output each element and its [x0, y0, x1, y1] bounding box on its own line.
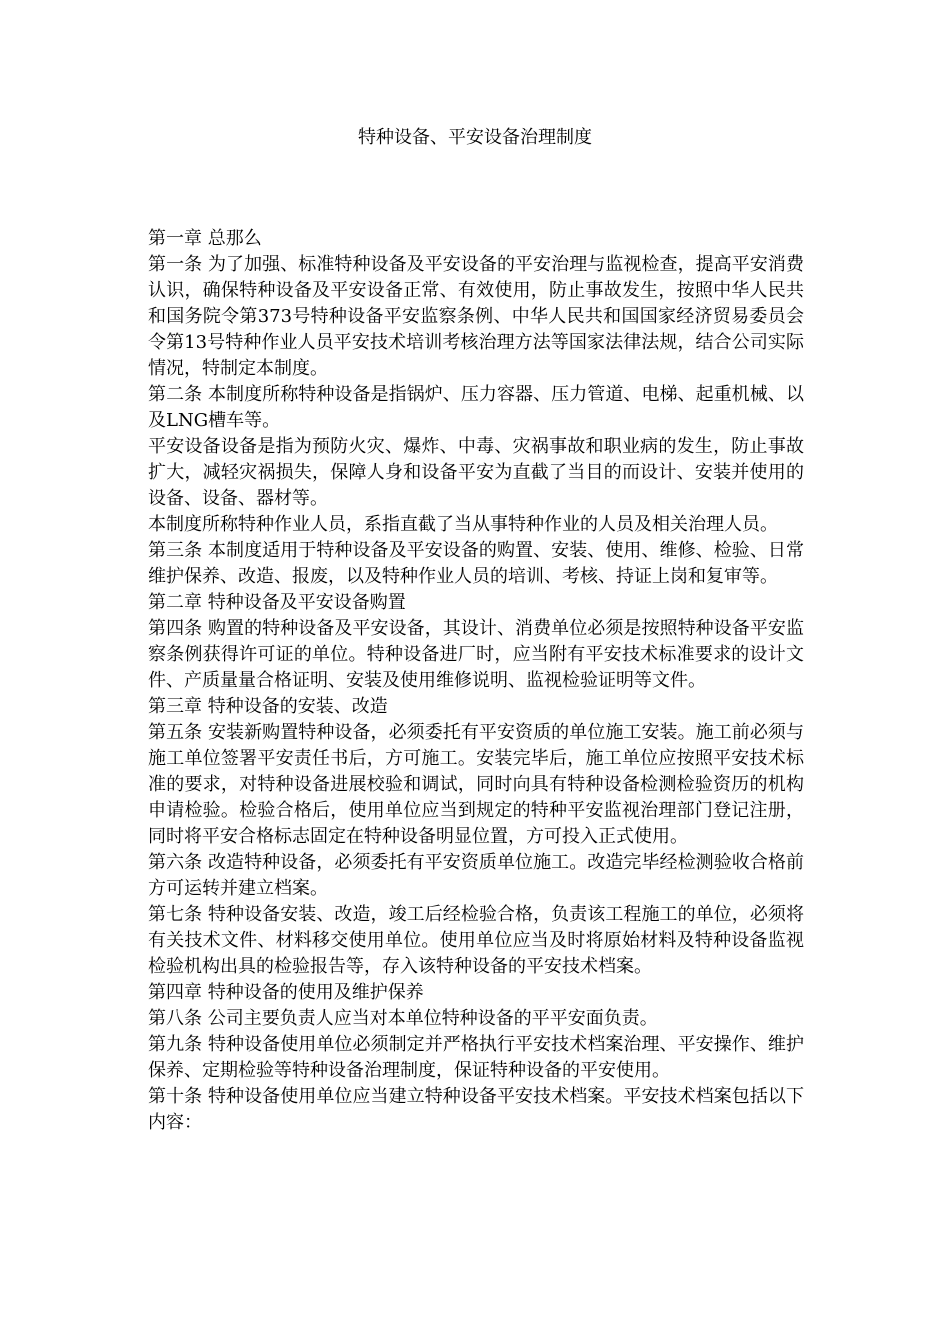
article-paragraph: 第三条 本制度适用于特种设备及平安设备的购置、安装、使用、维修、检验、日常维护保养、改造、报废，以及特种作业人员的培训、考核、持证上岗和复审等。	[148, 540, 804, 587]
article-paragraph: 平安设备设备是指为预防火灾、爆炸、中毒、灾祸事故和职业病的发生，防止事故扩大，减轻灾祸损失，保障人身和设备平安为直截了当目的而设计、安装并使用的设备、设备、器材等。	[148, 436, 804, 509]
article-paragraph: 第九条 特种设备使用单位必须制定并严格执行平安技术档案治理、平安操作、维护保养、定期检验等特种设备治理制度，保证特种设备的平安使用。	[148, 1034, 804, 1081]
document-title: 特种设备、平安设备治理制度	[358, 127, 592, 148]
chapter-heading: 第四章 特种设备的使用及维护保养	[148, 982, 424, 1003]
article-paragraph: 第一条 为了加强、标准特种设备及平安设备的平安治理与监视检查，提高平安消费认识，确保特种设备及平安设备正常、有效使用，防止事故发生，按照中华人民共和国务院令第373号特种设备平安监察条例、中华人民共和国国家经济贸易委员会令第13号特种作业人员平安技术培训考核治理方法等国家法律法规，结合公司实际情况，特制定本制度。	[148, 254, 804, 379]
article-paragraph: 第七条 特种设备安装、改造，竣工后经检验合格，负责该工程施工的单位，必须将有关技术文件、材料移交使用单位。使用单位应当及时将原始材料及特种设备监视检验机构出具的检验报告等，存入该特种设备的平安技术档案。	[148, 904, 804, 977]
article-paragraph: 第二条 本制度所称特种设备是指锅炉、压力容器、压力管道、电梯、起重机械、以及LNG槽车等。	[148, 384, 804, 431]
chapter-heading: 第二章 特种设备及平安设备购置	[148, 592, 406, 613]
article-paragraph: 第五条 安装新购置特种设备，必须委托有平安资质的单位施工安装。施工前必须与施工单位签署平安责任书后，方可施工。安装完毕后，施工单位应按照平安技术标准的要求，对特种设备进展校验和调试，同时向具有特种设备检测检验资历的机构申请检验。检验合格后，使用单位应当到规定的特种平安监视治理部门登记注册，同时将平安合格标志固定在特种设备明显位置，方可投入正式使用。	[148, 722, 804, 847]
article-paragraph: 第十条 特种设备使用单位应当建立特种设备平安技术档案。平安技术档案包括以下内容：	[148, 1086, 804, 1133]
document-body	[148, 226, 804, 1136]
chapter-heading: 第一章 总那么	[148, 228, 262, 249]
article-paragraph: 第八条 公司主要负责人应当对本单位特种设备的平平安面负责。	[148, 1008, 658, 1029]
article-paragraph: 本制度所称特种作业人员，系指直截了当从事特种作业的人员及相关治理人员。	[148, 514, 778, 535]
chapter-heading: 第三章 特种设备的安装、改造	[148, 696, 388, 717]
article-paragraph: 第六条 改造特种设备，必须委托有平安资质单位施工。改造完毕经检测验收合格前方可运转并建立档案。	[148, 852, 804, 899]
article-paragraph: 第四条 购置的特种设备及平安设备，其设计、消费单位必须是按照特种设备平安监察条例获得许可证的单位。特种设备进厂时，应当附有平安技术标准要求的设计文件、产质量量合格证明、安装及使用维修说明、监视检验证明等文件。	[148, 618, 804, 691]
